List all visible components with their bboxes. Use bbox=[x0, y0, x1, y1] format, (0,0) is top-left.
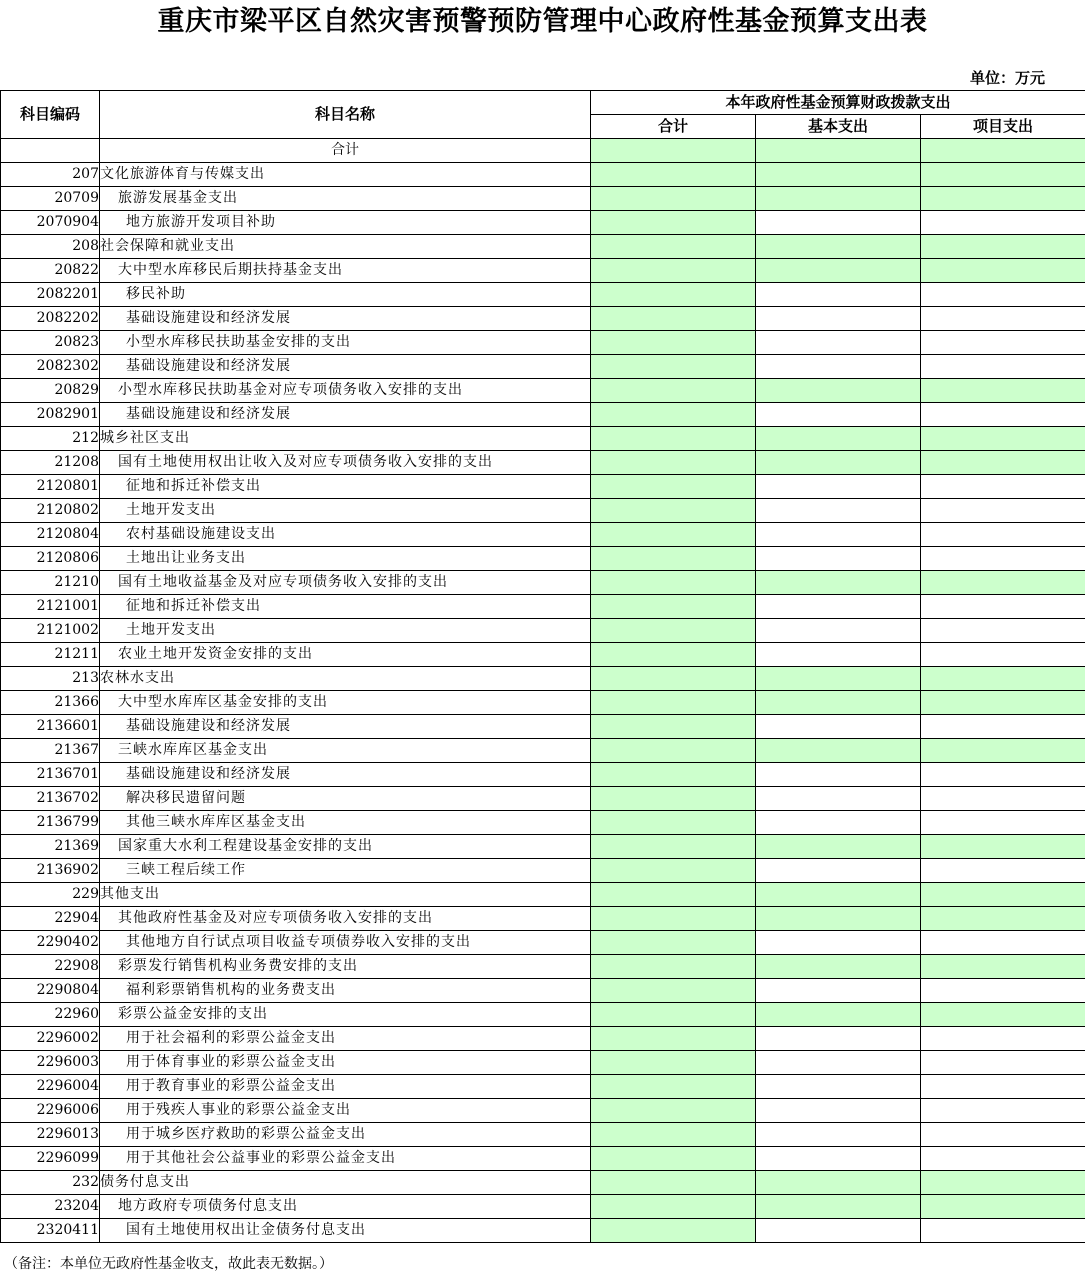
total-cell bbox=[591, 427, 756, 451]
basic-expense-cell bbox=[756, 715, 921, 739]
subject-code-cell: 2082202 bbox=[1, 307, 100, 331]
basic-expense-cell bbox=[756, 139, 921, 163]
subject-name-cell: 基础设施建设和经济发展 bbox=[100, 355, 591, 379]
budget-table bbox=[0, 90, 1085, 1243]
subject-code-cell: 20829 bbox=[1, 379, 100, 403]
total-cell bbox=[591, 1099, 756, 1123]
project-expense-cell bbox=[921, 163, 1085, 187]
project-expense-cell bbox=[921, 451, 1085, 475]
project-expense-cell bbox=[921, 715, 1085, 739]
subject-code-cell: 2121002 bbox=[1, 619, 100, 643]
total-cell bbox=[591, 739, 756, 763]
total-cell bbox=[591, 187, 756, 211]
project-expense-cell bbox=[921, 691, 1085, 715]
subject-code-cell: 2136902 bbox=[1, 859, 100, 883]
subject-code-cell: 2290402 bbox=[1, 931, 100, 955]
total-cell bbox=[591, 571, 756, 595]
table-row bbox=[1, 595, 1085, 619]
total-cell bbox=[591, 595, 756, 619]
basic-expense-cell bbox=[756, 1099, 921, 1123]
total-cell bbox=[591, 1147, 756, 1171]
total-cell bbox=[591, 1195, 756, 1219]
subject-name-cell: 基础设施建设和经济发展 bbox=[100, 307, 591, 331]
project-expense-cell bbox=[921, 523, 1085, 547]
subject-name-cell: 地方政府专项债务付息支出 bbox=[100, 1195, 591, 1219]
subject-name-cell: 征地和拆迁补偿支出 bbox=[100, 475, 591, 499]
basic-expense-cell bbox=[756, 379, 921, 403]
unit-label: 单位：万元 bbox=[969, 69, 1045, 87]
project-expense-cell bbox=[921, 979, 1085, 1003]
table-row bbox=[1, 811, 1085, 835]
table-row bbox=[1, 763, 1085, 787]
subject-name-cell: 彩票发行销售机构业务费安排的支出 bbox=[100, 955, 591, 979]
basic-expense-cell bbox=[756, 1195, 921, 1219]
table-row bbox=[1, 1051, 1085, 1075]
project-expense-cell bbox=[921, 787, 1085, 811]
basic-expense-cell bbox=[756, 619, 921, 643]
subject-code-cell: 2296003 bbox=[1, 1051, 100, 1075]
subject-code-cell: 232 bbox=[1, 1171, 100, 1195]
subject-name-cell: 其他地方自行试点项目收益专项债券收入安排的支出 bbox=[100, 931, 591, 955]
subject-name-cell: 基础设施建设和经济发展 bbox=[100, 715, 591, 739]
basic-expense-cell bbox=[756, 787, 921, 811]
subject-name-cell: 用于城乡医疗救助的彩票公益金支出 bbox=[100, 1123, 591, 1147]
total-cell bbox=[591, 667, 756, 691]
basic-expense-cell bbox=[756, 667, 921, 691]
subject-code-cell bbox=[1, 139, 100, 163]
basic-expense-cell bbox=[756, 523, 921, 547]
subject-code-cell: 21210 bbox=[1, 571, 100, 595]
subject-code-cell: 2082201 bbox=[1, 283, 100, 307]
table-row bbox=[1, 883, 1085, 907]
subject-code-cell: 2320411 bbox=[1, 1219, 100, 1243]
subject-code-cell: 208 bbox=[1, 235, 100, 259]
subject-name-cell: 用于教育事业的彩票公益金支出 bbox=[100, 1075, 591, 1099]
total-cell bbox=[591, 475, 756, 499]
table-row bbox=[1, 499, 1085, 523]
project-expense-cell bbox=[921, 355, 1085, 379]
project-expense-cell bbox=[921, 1195, 1085, 1219]
total-cell bbox=[591, 331, 756, 355]
subject-code-cell: 2296013 bbox=[1, 1123, 100, 1147]
basic-expense-cell bbox=[756, 235, 921, 259]
table-row bbox=[1, 835, 1085, 859]
total-cell bbox=[591, 259, 756, 283]
basic-expense-cell bbox=[756, 259, 921, 283]
subject-code-cell: 2120802 bbox=[1, 499, 100, 523]
table-row bbox=[1, 475, 1085, 499]
basic-expense-cell bbox=[756, 403, 921, 427]
subject-name-cell: 土地开发支出 bbox=[100, 499, 591, 523]
project-expense-cell bbox=[921, 739, 1085, 763]
basic-expense-cell bbox=[756, 547, 921, 571]
total-cell bbox=[591, 1171, 756, 1195]
subject-name-cell: 其他政府性基金及对应专项债务收入安排的支出 bbox=[100, 907, 591, 931]
project-expense-cell bbox=[921, 907, 1085, 931]
total-cell bbox=[591, 235, 756, 259]
basic-expense-cell bbox=[756, 1003, 921, 1027]
project-expense-cell bbox=[921, 427, 1085, 451]
project-expense-cell bbox=[921, 643, 1085, 667]
project-expense-cell bbox=[921, 235, 1085, 259]
total-cell bbox=[591, 211, 756, 235]
basic-expense-cell bbox=[756, 859, 921, 883]
basic-expense-cell bbox=[756, 475, 921, 499]
subject-name-cell: 其他三峡水库库区基金支出 bbox=[100, 811, 591, 835]
table-row bbox=[1, 451, 1085, 475]
header-group: 本年政府性基金预算财政拨款支出 bbox=[591, 91, 1085, 115]
table-row bbox=[1, 931, 1085, 955]
basic-expense-cell bbox=[756, 931, 921, 955]
basic-expense-cell bbox=[756, 331, 921, 355]
subject-code-cell: 2136799 bbox=[1, 811, 100, 835]
subject-code-cell: 21366 bbox=[1, 691, 100, 715]
total-cell bbox=[591, 835, 756, 859]
project-expense-cell bbox=[921, 955, 1085, 979]
table-row bbox=[1, 283, 1085, 307]
subject-code-cell: 213 bbox=[1, 667, 100, 691]
subject-name-cell: 三峡工程后续工作 bbox=[100, 859, 591, 883]
subject-code-cell: 2296002 bbox=[1, 1027, 100, 1051]
table-body bbox=[1, 139, 1085, 1243]
basic-expense-cell bbox=[756, 283, 921, 307]
total-cell bbox=[591, 1123, 756, 1147]
basic-expense-cell bbox=[756, 355, 921, 379]
subject-code-cell: 22904 bbox=[1, 907, 100, 931]
basic-expense-cell bbox=[756, 211, 921, 235]
subject-name-cell: 农村基础设施建设支出 bbox=[100, 523, 591, 547]
basic-expense-cell bbox=[756, 1027, 921, 1051]
table-row bbox=[1, 859, 1085, 883]
subject-name-cell: 基础设施建设和经济发展 bbox=[100, 403, 591, 427]
total-cell bbox=[591, 643, 756, 667]
subject-code-cell: 2296006 bbox=[1, 1099, 100, 1123]
project-expense-cell bbox=[921, 1219, 1085, 1243]
basic-expense-cell bbox=[756, 907, 921, 931]
total-cell bbox=[591, 811, 756, 835]
subject-code-cell: 23204 bbox=[1, 1195, 100, 1219]
subject-code-cell: 21367 bbox=[1, 739, 100, 763]
footnote: （备注：本单位无政府性基金收支，故此表无数据。） bbox=[4, 1256, 333, 1272]
header-code: 科目编码 bbox=[1, 91, 100, 139]
project-expense-cell bbox=[921, 547, 1085, 571]
total-cell bbox=[591, 403, 756, 427]
total-cell bbox=[591, 1027, 756, 1051]
project-expense-cell bbox=[921, 1003, 1085, 1027]
table-row bbox=[1, 211, 1085, 235]
table-row bbox=[1, 259, 1085, 283]
basic-expense-cell bbox=[756, 571, 921, 595]
header-project: 项目支出 bbox=[921, 115, 1085, 139]
subject-name-cell: 社会保障和就业支出 bbox=[100, 235, 591, 259]
subject-code-cell: 2296099 bbox=[1, 1147, 100, 1171]
project-expense-cell bbox=[921, 859, 1085, 883]
table-header bbox=[1, 91, 1085, 139]
project-expense-cell bbox=[921, 595, 1085, 619]
subject-name-cell: 移民补助 bbox=[100, 283, 591, 307]
table-row bbox=[1, 1027, 1085, 1051]
subject-code-cell: 22908 bbox=[1, 955, 100, 979]
total-cell bbox=[591, 1003, 756, 1027]
subject-code-cell: 2136701 bbox=[1, 763, 100, 787]
basic-expense-cell bbox=[756, 163, 921, 187]
total-cell bbox=[591, 499, 756, 523]
table-row bbox=[1, 403, 1085, 427]
total-cell bbox=[591, 619, 756, 643]
table-row bbox=[1, 547, 1085, 571]
total-cell bbox=[591, 1075, 756, 1099]
subject-name-cell: 小型水库移民扶助基金安排的支出 bbox=[100, 331, 591, 355]
page-title: 重庆市梁平区自然灾害预警预防管理中心政府性基金预算支出表 bbox=[157, 6, 928, 37]
table-row bbox=[1, 739, 1085, 763]
basic-expense-cell bbox=[756, 955, 921, 979]
basic-expense-cell bbox=[756, 307, 921, 331]
subject-name-cell: 解决移民遗留问题 bbox=[100, 787, 591, 811]
project-expense-cell bbox=[921, 811, 1085, 835]
project-expense-cell bbox=[921, 667, 1085, 691]
basic-expense-cell bbox=[756, 1147, 921, 1171]
basic-expense-cell bbox=[756, 979, 921, 1003]
project-expense-cell bbox=[921, 763, 1085, 787]
basic-expense-cell bbox=[756, 595, 921, 619]
subject-name-cell: 农林水支出 bbox=[100, 667, 591, 691]
total-cell bbox=[591, 139, 756, 163]
subject-name-cell: 彩票公益金安排的支出 bbox=[100, 1003, 591, 1027]
total-cell bbox=[591, 523, 756, 547]
subject-name-cell: 用于社会福利的彩票公益金支出 bbox=[100, 1027, 591, 1051]
subject-code-cell: 2120804 bbox=[1, 523, 100, 547]
total-cell bbox=[591, 283, 756, 307]
project-expense-cell bbox=[921, 1099, 1085, 1123]
project-expense-cell bbox=[921, 379, 1085, 403]
project-expense-cell bbox=[921, 571, 1085, 595]
project-expense-cell bbox=[921, 1051, 1085, 1075]
subject-code-cell: 2136702 bbox=[1, 787, 100, 811]
total-cell bbox=[591, 163, 756, 187]
subject-code-cell: 229 bbox=[1, 883, 100, 907]
subject-name-cell: 用于体育事业的彩票公益金支出 bbox=[100, 1051, 591, 1075]
basic-expense-cell bbox=[756, 739, 921, 763]
table-row bbox=[1, 1003, 1085, 1027]
subject-name-cell: 旅游发展基金支出 bbox=[100, 187, 591, 211]
project-expense-cell bbox=[921, 139, 1085, 163]
subject-name-cell: 用于其他社会公益事业的彩票公益金支出 bbox=[100, 1147, 591, 1171]
project-expense-cell bbox=[921, 1027, 1085, 1051]
subject-name-cell: 征地和拆迁补偿支出 bbox=[100, 595, 591, 619]
subject-code-cell: 21211 bbox=[1, 643, 100, 667]
project-expense-cell bbox=[921, 283, 1085, 307]
subject-name-cell: 大中型水库移民后期扶持基金支出 bbox=[100, 259, 591, 283]
total-cell bbox=[591, 547, 756, 571]
subject-code-cell: 2120801 bbox=[1, 475, 100, 499]
project-expense-cell bbox=[921, 499, 1085, 523]
project-expense-cell bbox=[921, 1171, 1085, 1195]
table-row bbox=[1, 1195, 1085, 1219]
subject-name-cell: 基础设施建设和经济发展 bbox=[100, 763, 591, 787]
subject-name-cell: 国有土地使用权出让收入及对应专项债务收入安排的支出 bbox=[100, 451, 591, 475]
total-cell bbox=[591, 451, 756, 475]
subject-code-cell: 20822 bbox=[1, 259, 100, 283]
subject-code-cell: 2296004 bbox=[1, 1075, 100, 1099]
table-row bbox=[1, 667, 1085, 691]
total-cell bbox=[591, 715, 756, 739]
table-row bbox=[1, 955, 1085, 979]
table-row bbox=[1, 787, 1085, 811]
total-cell bbox=[591, 379, 756, 403]
table-row bbox=[1, 715, 1085, 739]
subject-code-cell: 20709 bbox=[1, 187, 100, 211]
subject-name-cell: 国有土地使用权出让金债务付息支出 bbox=[100, 1219, 591, 1243]
table-row bbox=[1, 235, 1085, 259]
table-row bbox=[1, 331, 1085, 355]
project-expense-cell bbox=[921, 931, 1085, 955]
project-expense-cell bbox=[921, 619, 1085, 643]
basic-expense-cell bbox=[756, 643, 921, 667]
subject-code-cell: 21208 bbox=[1, 451, 100, 475]
header-name: 科目名称 bbox=[100, 91, 591, 139]
subject-code-cell: 207 bbox=[1, 163, 100, 187]
table-row bbox=[1, 307, 1085, 331]
subject-name-cell: 地方旅游开发项目补助 bbox=[100, 211, 591, 235]
table-row bbox=[1, 1219, 1085, 1243]
subject-name-cell: 小型水库移民扶助基金对应专项债务收入安排的支出 bbox=[100, 379, 591, 403]
total-cell bbox=[591, 931, 756, 955]
table-row bbox=[1, 907, 1085, 931]
project-expense-cell bbox=[921, 187, 1085, 211]
table-row bbox=[1, 163, 1085, 187]
subject-code-cell: 2082302 bbox=[1, 355, 100, 379]
header-basic: 基本支出 bbox=[756, 115, 921, 139]
table-row bbox=[1, 691, 1085, 715]
total-cell bbox=[591, 1219, 756, 1243]
subject-name-cell: 国家重大水利工程建设基金安排的支出 bbox=[100, 835, 591, 859]
basic-expense-cell bbox=[756, 427, 921, 451]
project-expense-cell bbox=[921, 211, 1085, 235]
project-expense-cell bbox=[921, 835, 1085, 859]
total-cell bbox=[591, 1051, 756, 1075]
basic-expense-cell bbox=[756, 691, 921, 715]
subject-name-cell: 债务付息支出 bbox=[100, 1171, 591, 1195]
total-cell bbox=[591, 955, 756, 979]
table-row bbox=[1, 643, 1085, 667]
subject-name-cell: 其他支出 bbox=[100, 883, 591, 907]
basic-expense-cell bbox=[756, 1123, 921, 1147]
subject-name-cell: 土地出让业务支出 bbox=[100, 547, 591, 571]
table-row bbox=[1, 1123, 1085, 1147]
project-expense-cell bbox=[921, 883, 1085, 907]
total-cell bbox=[591, 355, 756, 379]
basic-expense-cell bbox=[756, 187, 921, 211]
project-expense-cell bbox=[921, 307, 1085, 331]
total-cell bbox=[591, 979, 756, 1003]
table-row bbox=[1, 187, 1085, 211]
project-expense-cell bbox=[921, 331, 1085, 355]
subject-name-cell: 大中型水库库区基金安排的支出 bbox=[100, 691, 591, 715]
table-row bbox=[1, 1099, 1085, 1123]
subject-name-cell: 国有土地收益基金及对应专项债务收入安排的支出 bbox=[100, 571, 591, 595]
table-row bbox=[1, 1147, 1085, 1171]
basic-expense-cell bbox=[756, 1171, 921, 1195]
project-expense-cell bbox=[921, 403, 1085, 427]
total-cell bbox=[591, 763, 756, 787]
project-expense-cell bbox=[921, 1075, 1085, 1099]
basic-expense-cell bbox=[756, 835, 921, 859]
basic-expense-cell bbox=[756, 1051, 921, 1075]
subject-code-cell: 2070904 bbox=[1, 211, 100, 235]
subject-code-cell: 20823 bbox=[1, 331, 100, 355]
table-row bbox=[1, 1171, 1085, 1195]
subject-name-cell: 合计 bbox=[100, 139, 591, 163]
subject-code-cell: 22960 bbox=[1, 1003, 100, 1027]
table-row bbox=[1, 379, 1085, 403]
table-row bbox=[1, 979, 1085, 1003]
subject-code-cell: 2121001 bbox=[1, 595, 100, 619]
subject-code-cell: 2290804 bbox=[1, 979, 100, 1003]
table-row bbox=[1, 523, 1085, 547]
table-row bbox=[1, 571, 1085, 595]
total-cell bbox=[591, 907, 756, 931]
basic-expense-cell bbox=[756, 1219, 921, 1243]
table-row bbox=[1, 427, 1085, 451]
subject-name-cell: 三峡水库库区基金支出 bbox=[100, 739, 591, 763]
subject-code-cell: 2120806 bbox=[1, 547, 100, 571]
subject-name-cell: 农业土地开发资金安排的支出 bbox=[100, 643, 591, 667]
basic-expense-cell bbox=[756, 499, 921, 523]
total-cell bbox=[591, 307, 756, 331]
project-expense-cell bbox=[921, 1123, 1085, 1147]
project-expense-cell bbox=[921, 1147, 1085, 1171]
subject-code-cell: 2136601 bbox=[1, 715, 100, 739]
table-row bbox=[1, 139, 1085, 163]
project-expense-cell bbox=[921, 475, 1085, 499]
table-row bbox=[1, 619, 1085, 643]
subject-name-cell: 土地开发支出 bbox=[100, 619, 591, 643]
subject-name-cell: 城乡社区支出 bbox=[100, 427, 591, 451]
total-cell bbox=[591, 883, 756, 907]
basic-expense-cell bbox=[756, 883, 921, 907]
project-expense-cell bbox=[921, 259, 1085, 283]
total-cell bbox=[591, 859, 756, 883]
subject-name-cell: 福利彩票销售机构的业务费支出 bbox=[100, 979, 591, 1003]
header-total: 合计 bbox=[591, 115, 756, 139]
subject-name-cell: 用于残疾人事业的彩票公益金支出 bbox=[100, 1099, 591, 1123]
table-row bbox=[1, 1075, 1085, 1099]
table-row bbox=[1, 355, 1085, 379]
subject-code-cell: 212 bbox=[1, 427, 100, 451]
basic-expense-cell bbox=[756, 763, 921, 787]
basic-expense-cell bbox=[756, 811, 921, 835]
subject-code-cell: 2082901 bbox=[1, 403, 100, 427]
total-cell bbox=[591, 691, 756, 715]
total-cell bbox=[591, 787, 756, 811]
basic-expense-cell bbox=[756, 1075, 921, 1099]
subject-name-cell: 文化旅游体育与传媒支出 bbox=[100, 163, 591, 187]
basic-expense-cell bbox=[756, 451, 921, 475]
subject-code-cell: 21369 bbox=[1, 835, 100, 859]
